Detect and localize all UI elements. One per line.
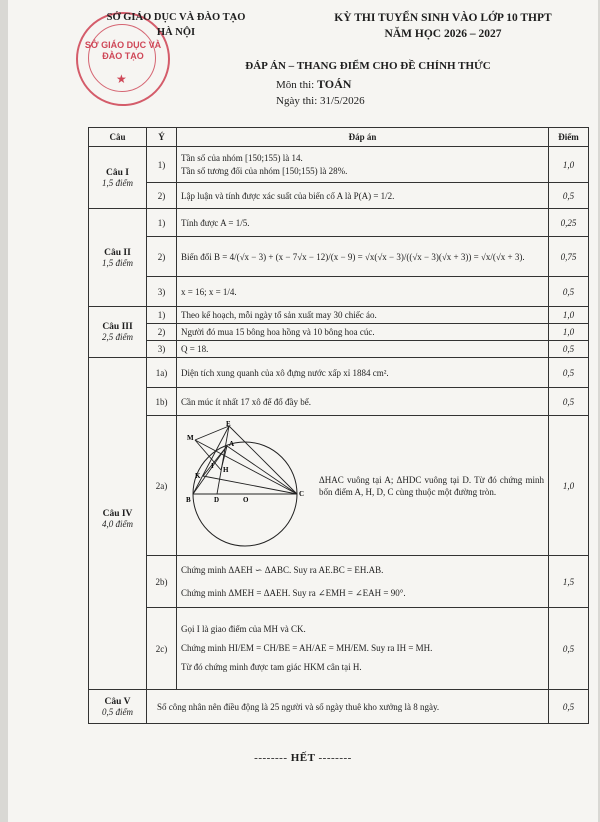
item-cell: 3) [147, 277, 177, 307]
answer-table [88, 127, 589, 724]
question-cell [89, 358, 147, 690]
table-row [89, 277, 589, 307]
label-e: E [226, 419, 231, 428]
score-cell: 1,0 [549, 147, 589, 183]
score-cell: 1,0 [549, 307, 589, 324]
score-cell: 0,25 [549, 209, 589, 237]
authority-line1: SỞ GIÁO DỤC VÀ ĐÀO TẠO [106, 12, 246, 23]
question-cell [89, 307, 147, 358]
score-cell: 0,75 [549, 237, 589, 277]
question-label: Câu III [102, 322, 133, 332]
answer-cell: Người đó mua 15 bông hoa hồng và 10 bông hoa cúc. [177, 324, 549, 341]
table-row [89, 237, 589, 277]
question-points: 1,5 điểm [102, 257, 133, 268]
end-text: HẾT [290, 752, 316, 764]
table-row [89, 416, 589, 556]
segment-ed [217, 426, 229, 494]
item-cell: 1b) [147, 388, 177, 416]
exam-title-line1: KỲ THI TUYỂN SINH VÀO LỚP 10 THPT [334, 12, 552, 24]
subject-line [276, 77, 351, 92]
header-cau: Câu [89, 128, 147, 147]
item-cell: 2c) [147, 608, 177, 690]
answer-line: Tần số của nhóm [150;155) là 14. [181, 152, 303, 163]
answer-cell: Biến đổi B = 4/(√x − 3) + (x − 7√x − 12)/(x − 9) = √x(√x − 3)/((√x − 3)(√x + 3)) = √x/(√x + 3). [177, 237, 549, 277]
question-cell [89, 690, 147, 724]
answer-cell [177, 147, 549, 183]
table-row [89, 147, 589, 183]
score-cell: 0,5 [549, 183, 589, 209]
answer-cell [177, 416, 549, 556]
score-cell: 0,5 [549, 608, 589, 690]
figure-with-text [181, 420, 544, 552]
question-points: 0,5 điểm [102, 706, 133, 717]
item-cell: 2) [147, 237, 177, 277]
item-cell: 1) [147, 147, 177, 183]
table-header-row [89, 128, 589, 147]
table-row [89, 358, 589, 388]
question-points: 2,5 điểm [102, 332, 133, 342]
question-points: 4,0 điểm [102, 519, 133, 529]
score-cell: 1,0 [549, 324, 589, 341]
answer-cell: Cần múc ít nhất 17 xô để đổ đầy bể. [177, 388, 549, 416]
question-label: Câu IV [102, 509, 133, 519]
score-cell: 1,5 [549, 556, 589, 608]
subject-value: TOÁN [316, 77, 352, 91]
exam-title [318, 10, 568, 42]
answer-cell [177, 556, 549, 608]
segment-ac [227, 446, 297, 494]
table-row [89, 556, 589, 608]
score-cell: 0,5 [549, 277, 589, 307]
answer-cell: Lập luận và tính được xác suất của biến cố A là P(A) = 1/2. [177, 183, 549, 209]
label-c: C [299, 489, 305, 498]
answer-cell [177, 608, 549, 690]
answer-cell: Theo kế hoạch, mỗi ngày tổ sản xuất may 30 chiếc áo. [177, 307, 549, 324]
geometry-figure [181, 420, 309, 552]
answer-line: Chứng minh ΔAEH ∽ ΔABC. Suy ra AE.BC = EH.AB. [181, 564, 384, 575]
label-a: A [229, 439, 235, 448]
document-subtitle: ĐÁP ÁN – THANG ĐIỂM CHO ĐỀ CHÍNH THỨC [245, 60, 491, 72]
question-cell [89, 209, 147, 307]
answer-cell: Diện tích xung quanh của xô đựng nước xấp xỉ 1884 cm². [177, 358, 549, 388]
table-row [89, 324, 589, 341]
table-row [89, 307, 589, 324]
item-cell: 2) [147, 324, 177, 341]
answer-cell: Q = 18. [177, 341, 549, 358]
table-row [89, 608, 589, 690]
question-label: Câu I [106, 167, 129, 178]
stamp-star-icon: ★ [116, 72, 127, 86]
label-b: B [186, 495, 191, 504]
table-row [89, 341, 589, 358]
table-row [89, 209, 589, 237]
item-cell: 2b) [147, 556, 177, 608]
answer-line: Chứng minh ΔMEH = ΔAEH. Suy ra ∠EMH = ∠EAH = 90°. [181, 587, 406, 598]
end-dash-left: -------- [254, 752, 288, 764]
end-dash-right: -------- [318, 752, 352, 764]
subject-label: Môn thi: [276, 79, 315, 91]
score-cell: 0,5 [549, 690, 589, 724]
item-cell: 3) [147, 341, 177, 358]
table-row [89, 183, 589, 209]
answer-line: Chứng minh HI/EM = CH/BE = AH/AE = MH/EM. Suy ra IH = MH. [181, 643, 433, 653]
document-page [8, 0, 598, 822]
segment-me [195, 426, 229, 440]
header-y: Ý [147, 128, 177, 147]
segment-ba [193, 446, 227, 494]
end-marker [8, 752, 598, 764]
score-cell: 0,5 [549, 358, 589, 388]
label-h: H [223, 465, 229, 474]
answer-text: ΔHAC vuông tại A; ΔHDC vuông tại D. Từ đó chứng minh bốn điểm A, H, D, C cùng thuộc một đường tròn. [319, 474, 544, 497]
label-m: M [187, 433, 194, 442]
question-cell [89, 147, 147, 209]
item-cell: 1a) [147, 358, 177, 388]
exam-date: Ngày thi: 31/5/2026 [276, 95, 365, 107]
question-label: Câu V [104, 696, 131, 707]
answer-cell: Tính được A = 1/5. [177, 209, 549, 237]
item-cell: 2a) [147, 416, 177, 556]
answer-line: Tần số tương đối của nhóm [150;155) là 28%. [181, 165, 348, 176]
label-k: K [195, 471, 201, 480]
table-row [89, 690, 589, 724]
question-points: 1,5 điểm [102, 177, 133, 188]
header-dap-an: Đáp án [177, 128, 549, 147]
label-d: D [214, 495, 220, 504]
answer-cell: Số công nhân nên điều động là 25 người và số ngày thuê kho xưởng là 8 ngày. [147, 690, 549, 724]
item-cell: 1) [147, 209, 177, 237]
header-diem: Điểm [549, 128, 589, 147]
label-i: I [211, 461, 214, 470]
table-row [89, 388, 589, 416]
segment-ec [229, 426, 297, 494]
stamp-text: SỞ GIÁO DỤC VÀ ĐÀO TẠO [84, 40, 162, 61]
answer-line: Gọi I là giao điểm của MH và CK. [181, 624, 306, 634]
item-cell: 2) [147, 183, 177, 209]
issuing-authority [96, 10, 256, 40]
answer-cell: x = 16; x = 1/4. [177, 277, 549, 307]
question-label: Câu II [104, 247, 131, 258]
item-cell: 1) [147, 307, 177, 324]
exam-title-line2: NĂM HỌC 2026 – 2027 [384, 28, 502, 40]
label-o: O [243, 495, 249, 504]
score-cell: 0,5 [549, 341, 589, 358]
score-cell: 1,0 [549, 416, 589, 556]
authority-line2: HÀ NỘI [156, 27, 196, 38]
score-cell: 0,5 [549, 388, 589, 416]
answer-line: Từ đó chứng minh được tam giác HKM cân tại H. [181, 662, 362, 672]
